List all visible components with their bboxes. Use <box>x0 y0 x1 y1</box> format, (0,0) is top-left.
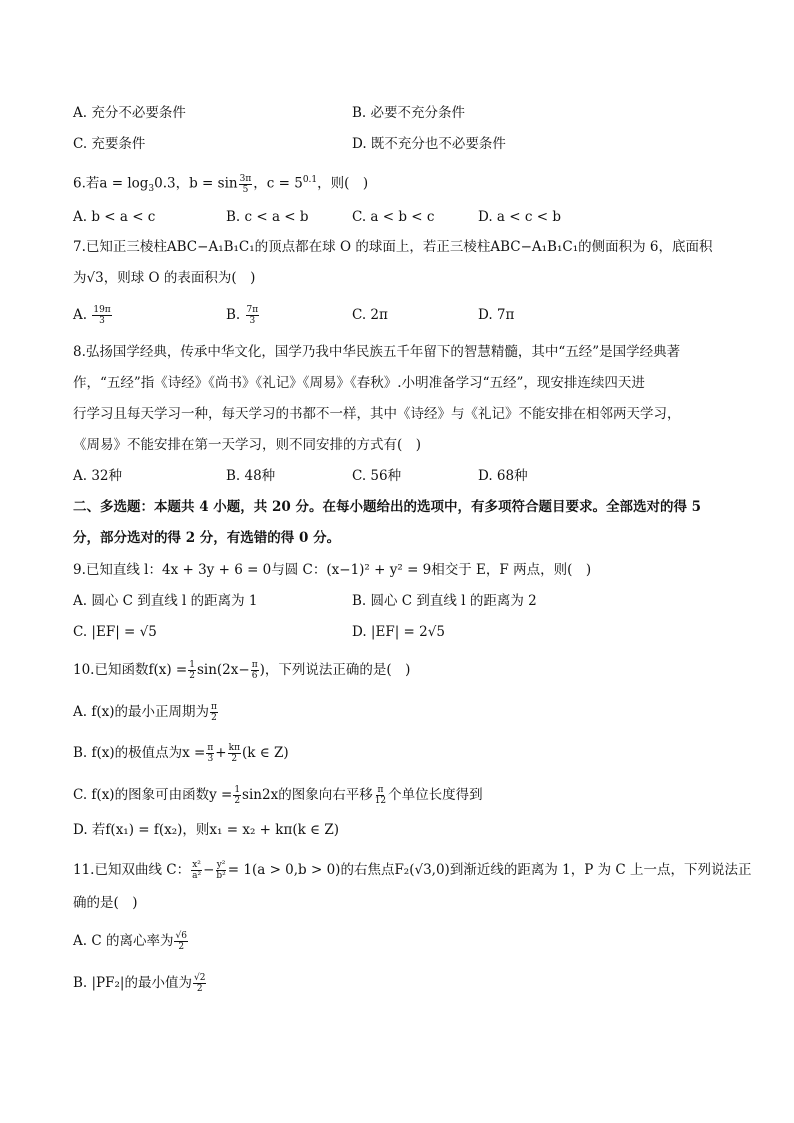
q9-option-c: C. |EF| = √5 <box>73 624 157 640</box>
q10-option-c: C. f(x)的图象可由函数y = $\frac{1}{2}$ sin2x的图象向右平移 $\frac{\pi}{12}$ 个单位长度得到 <box>73 785 483 806</box>
section2-heading-line1: 二、多选题：本题共 4 小题，共 20 分。在每小题给出的选项中，有多项符合题目要求。全部选对的得 5 <box>73 499 702 515</box>
q9-option-d: D. |EF| = 2√5 <box>352 624 445 640</box>
q11-option-a: A. C 的离心率为 $\frac{√6}{2}$ <box>73 931 187 952</box>
q5-option-c: C. 充要条件 <box>73 136 146 152</box>
q5-option-d: D. 既不充分也不必要条件 <box>352 136 506 152</box>
q6-option-a: A. b < a < c <box>73 209 156 225</box>
q5-option-b: B. 必要不充分条件 <box>352 105 466 121</box>
q8-option-d: D. 68种 <box>478 468 528 484</box>
q7-option-d: D. 7π <box>478 307 515 323</box>
q9-option-a: A. 圆心 C 到直线 l 的距离为 1 <box>73 593 258 609</box>
q6-option-d: D. a < c < b <box>478 209 561 225</box>
q5-option-a: A. 充分不必要条件 <box>73 105 186 121</box>
q7-option-a: A. $\frac{19\pi}{3}$ <box>73 305 111 326</box>
q8-stem-line3: 行学习且每天学习一种，每天学习的书都不一样，其中《诗经》与《礼记》不能安排在相邻两天学习， <box>73 406 681 422</box>
q8-option-b: B. 48种 <box>226 468 276 484</box>
q7-option-c: C. 2π <box>352 307 388 323</box>
q10-stem: 10.已知函数f(x) = $\frac{1}{2}$ sin(2x− $\frac{\pi}{6}$ )，下列说法正确的是( ) <box>73 660 411 681</box>
q11-stem-line2: 确的是( ) <box>73 895 138 911</box>
q8-stem-line4: 《周易》不能安排在第一天学习，则不同安排的方式有( ) <box>73 437 422 453</box>
q11-stem: 11.已知双曲线 C： $\frac{\text{x²}}{\text{a²}}$ − $\frac{\text{y²}}{\text{b²}}$ = 1(a > 0,b > 0)的右焦点F₂(√3,0)到渐近线的距离为 1，P 为 C 上一点，下列说法正 <box>73 860 752 881</box>
q7-stem-line2: 为√3，则球 O 的表面积为( ) <box>73 270 256 286</box>
q6-fraction: $\frac{3\pi}{5}$ <box>239 173 252 195</box>
q6-stem: 6.若$a = \log_30.3$，b = sin $\frac{3\pi}{5}$ ，$c = 5^{0.1}$，则( ) <box>73 173 369 195</box>
q8-stem-line1: 8.弘扬国学经典，传承中华文化，国学乃我中华民族五千年留下的智慧精髓，其中“五经”是国学经典著 <box>73 344 681 360</box>
q10-option-a: A. f(x)的最小正周期为 $\frac{\pi}{2}$ <box>73 702 217 723</box>
q10-option-b: B. f(x)的极值点为x = $\frac{\pi}{3}$ + $\frac{k\pi}{2}$ (k ∈ Z) <box>73 743 289 764</box>
q8-option-c: C. 56种 <box>352 468 402 484</box>
q10-option-d: D. 若f(x₁) = f(x₂)，则x₁ = x₂ + kπ(k ∈ Z) <box>73 822 339 838</box>
q7-stem-line1: 7.已知正三棱柱ABC−A₁B₁C₁的顶点都在球 O 的球面上，若正三棱柱ABC−A₁B₁C₁的侧面积为 6，底面积 <box>73 239 713 255</box>
q8-stem-line2: 作，“五经”指《诗经》《尚书》《礼记》《周易》《春秋》.小明准备学习“五经”，现安排连续四天进 <box>73 375 645 391</box>
q9-stem: 9.已知直线 l：4x + 3y + 6 = 0与圆 C：(x−1)² + y² = 9相交于 E，F 两点，则( ) <box>73 562 592 578</box>
q6-option-b: B. c < a < b <box>226 209 309 225</box>
q7-option-b: B. $\frac{7\pi}{3}$ <box>226 305 259 326</box>
q6-option-c: C. a < b < c <box>352 209 435 225</box>
section2-heading-line2: 分，部分选对的得 2 分，有选错的得 0 分。 <box>73 530 341 546</box>
q8-option-a: A. 32种 <box>73 468 123 484</box>
q9-option-b: B. 圆心 C 到直线 l 的距离为 2 <box>352 593 537 609</box>
q11-option-b: B. |PF₂|的最小值为 $\frac{√2}{2}$ <box>73 973 206 994</box>
